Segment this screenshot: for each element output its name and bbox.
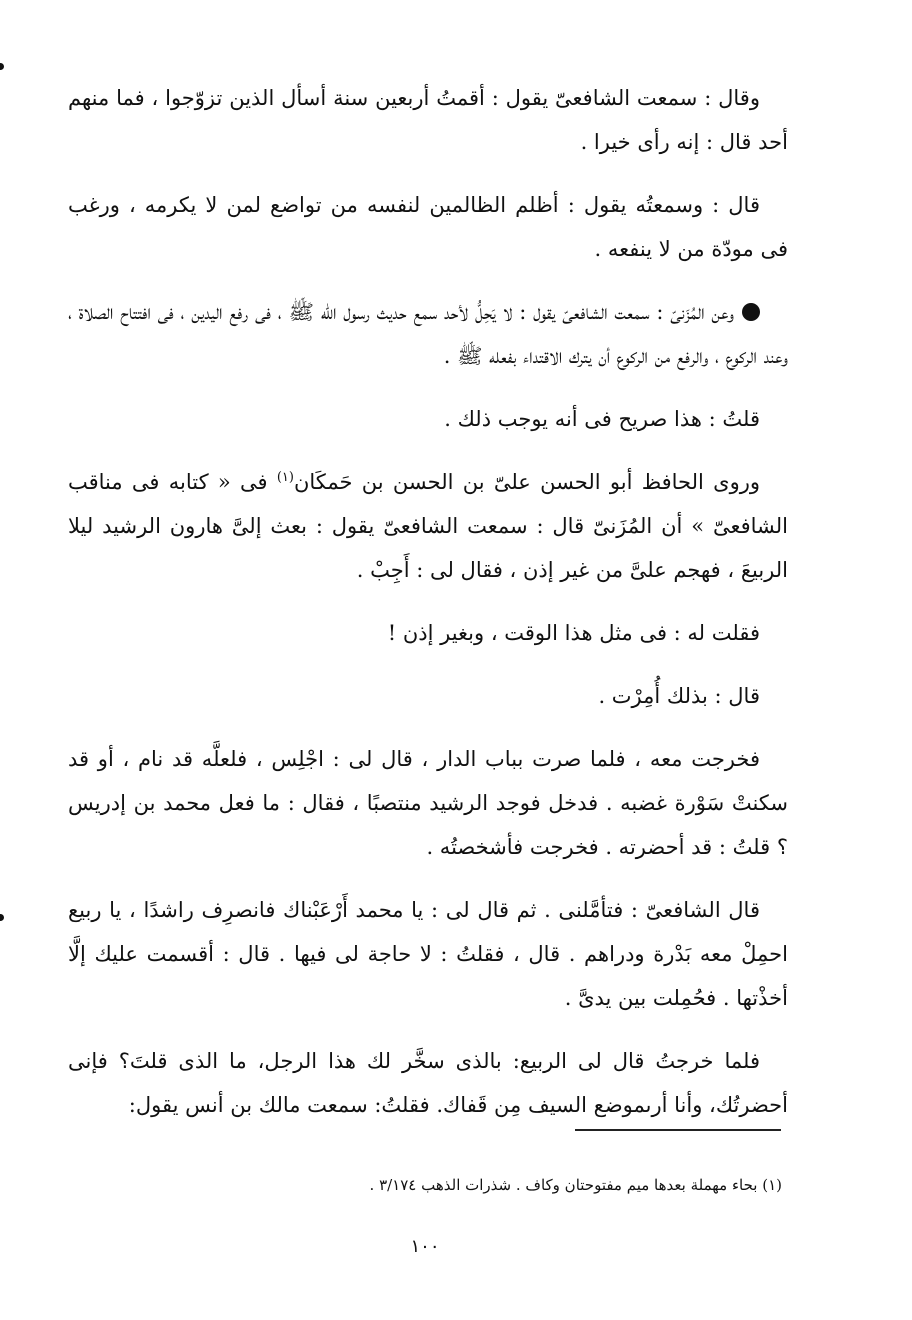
- bullet-marker: [742, 303, 760, 321]
- paragraph-6: فقلت له : فى مثل هذا الوقت ، وبغير إذن !: [387, 621, 760, 645]
- footnote: (١) بحاء مهملة بعدها ميم مفتوحتان وكاف . شذرات الذهب ٣/١٧٤ .: [369, 1176, 782, 1194]
- paragraph-7: قال : بذلك أُمِرْت .: [598, 684, 760, 708]
- paragraph-10: فلما خرجتُ قال لى الربيع: بالذى سخَّر لك هذا الرجل، ما الذى قلتَ؟ فإنى أحضرتُك، وأنا أرىموضع السيف مِن قَفاك. فقلتُ: سمعت مالك بن أنس يقول:: [68, 1049, 788, 1117]
- paragraph-5: [68, 460, 788, 592]
- paragraph-9: قال الشافعىّ : فتأمَّلنى . ثم قال لى : يا محمد أَرْعَبْناك فانصرِف راشدًا ، يا ربيع احمِلْ معه بَدْرة ودراهم . قال ، فقلتُ : لا حاجة لى فيها . قال : أقسمت عليك إلَّا أخذْتها . فحُمِلت بين يدىَّ .: [68, 898, 788, 1010]
- paragraph-2: قال : وسمعتُه يقول : أظلم الظالمين لنفسه من تواضع لمن لا يكرمه ، ورغب فى مودّة من لا ينفعه .: [68, 193, 788, 261]
- footnote-reference: (١): [276, 470, 294, 485]
- paragraph-5-text-b: فى « كتابه فى مناقب الشافعىّ » أن المُزَنىّ قال : سمعت الشافعىّ يقول : بعث إلىَّ هارون الرشيد ليلا الربيعَ ، فهجم علىَّ من غير إذن ، فقال لى : أَجِبْ .: [68, 470, 788, 582]
- paragraph-8: فخرجت معه ، فلما صرت بباب الدار ، قال لى : اجْلِس ، فلعلَّه قد نام ، أو قد سكنتْ سَوْرة غضبه . فدخل فوجد الرشيد منتصبًا ، فقال : ما فعل محمد بن إدريس ؟ قلتُ : قد أحضرته . فخرجت فأشخصتُه .: [68, 747, 788, 859]
- paragraph-3-text: وعن المُزَنىّ : سمعت الشافعىّ يقول : لا يَحِلُّ لأحد سمع حديث رسول الله ﷺ ، فى رفع اليدين ، فى افتتاح الصلاة ، وعند الركوع ، والرفع من الركوع أن يترك الاقتداء بفعله ﷺ .: [68, 300, 788, 368]
- paragraph-5-text-a: وروى الحافظ أبو الحسن علىّ بن الحسن بن حَمكَان: [293, 470, 760, 494]
- paragraph-3: [68, 290, 788, 378]
- footnote-divider: [575, 1129, 781, 1131]
- edge-mark-middle: [0, 914, 4, 921]
- paragraph-1: وقال : سمعت الشافعىّ يقول : أقمتُ أربعين سنة أسأل الذين تزوّجوا ، فما منهم أحد قال : إنه رأى خيرا .: [68, 86, 788, 154]
- page-body: [68, 76, 788, 1146]
- paragraph-4: قلتُ : هذا صريح فى أنه يوجب ذلك .: [444, 407, 760, 431]
- page-number: ١٠٠: [410, 1236, 440, 1257]
- edge-mark-top: [0, 63, 4, 70]
